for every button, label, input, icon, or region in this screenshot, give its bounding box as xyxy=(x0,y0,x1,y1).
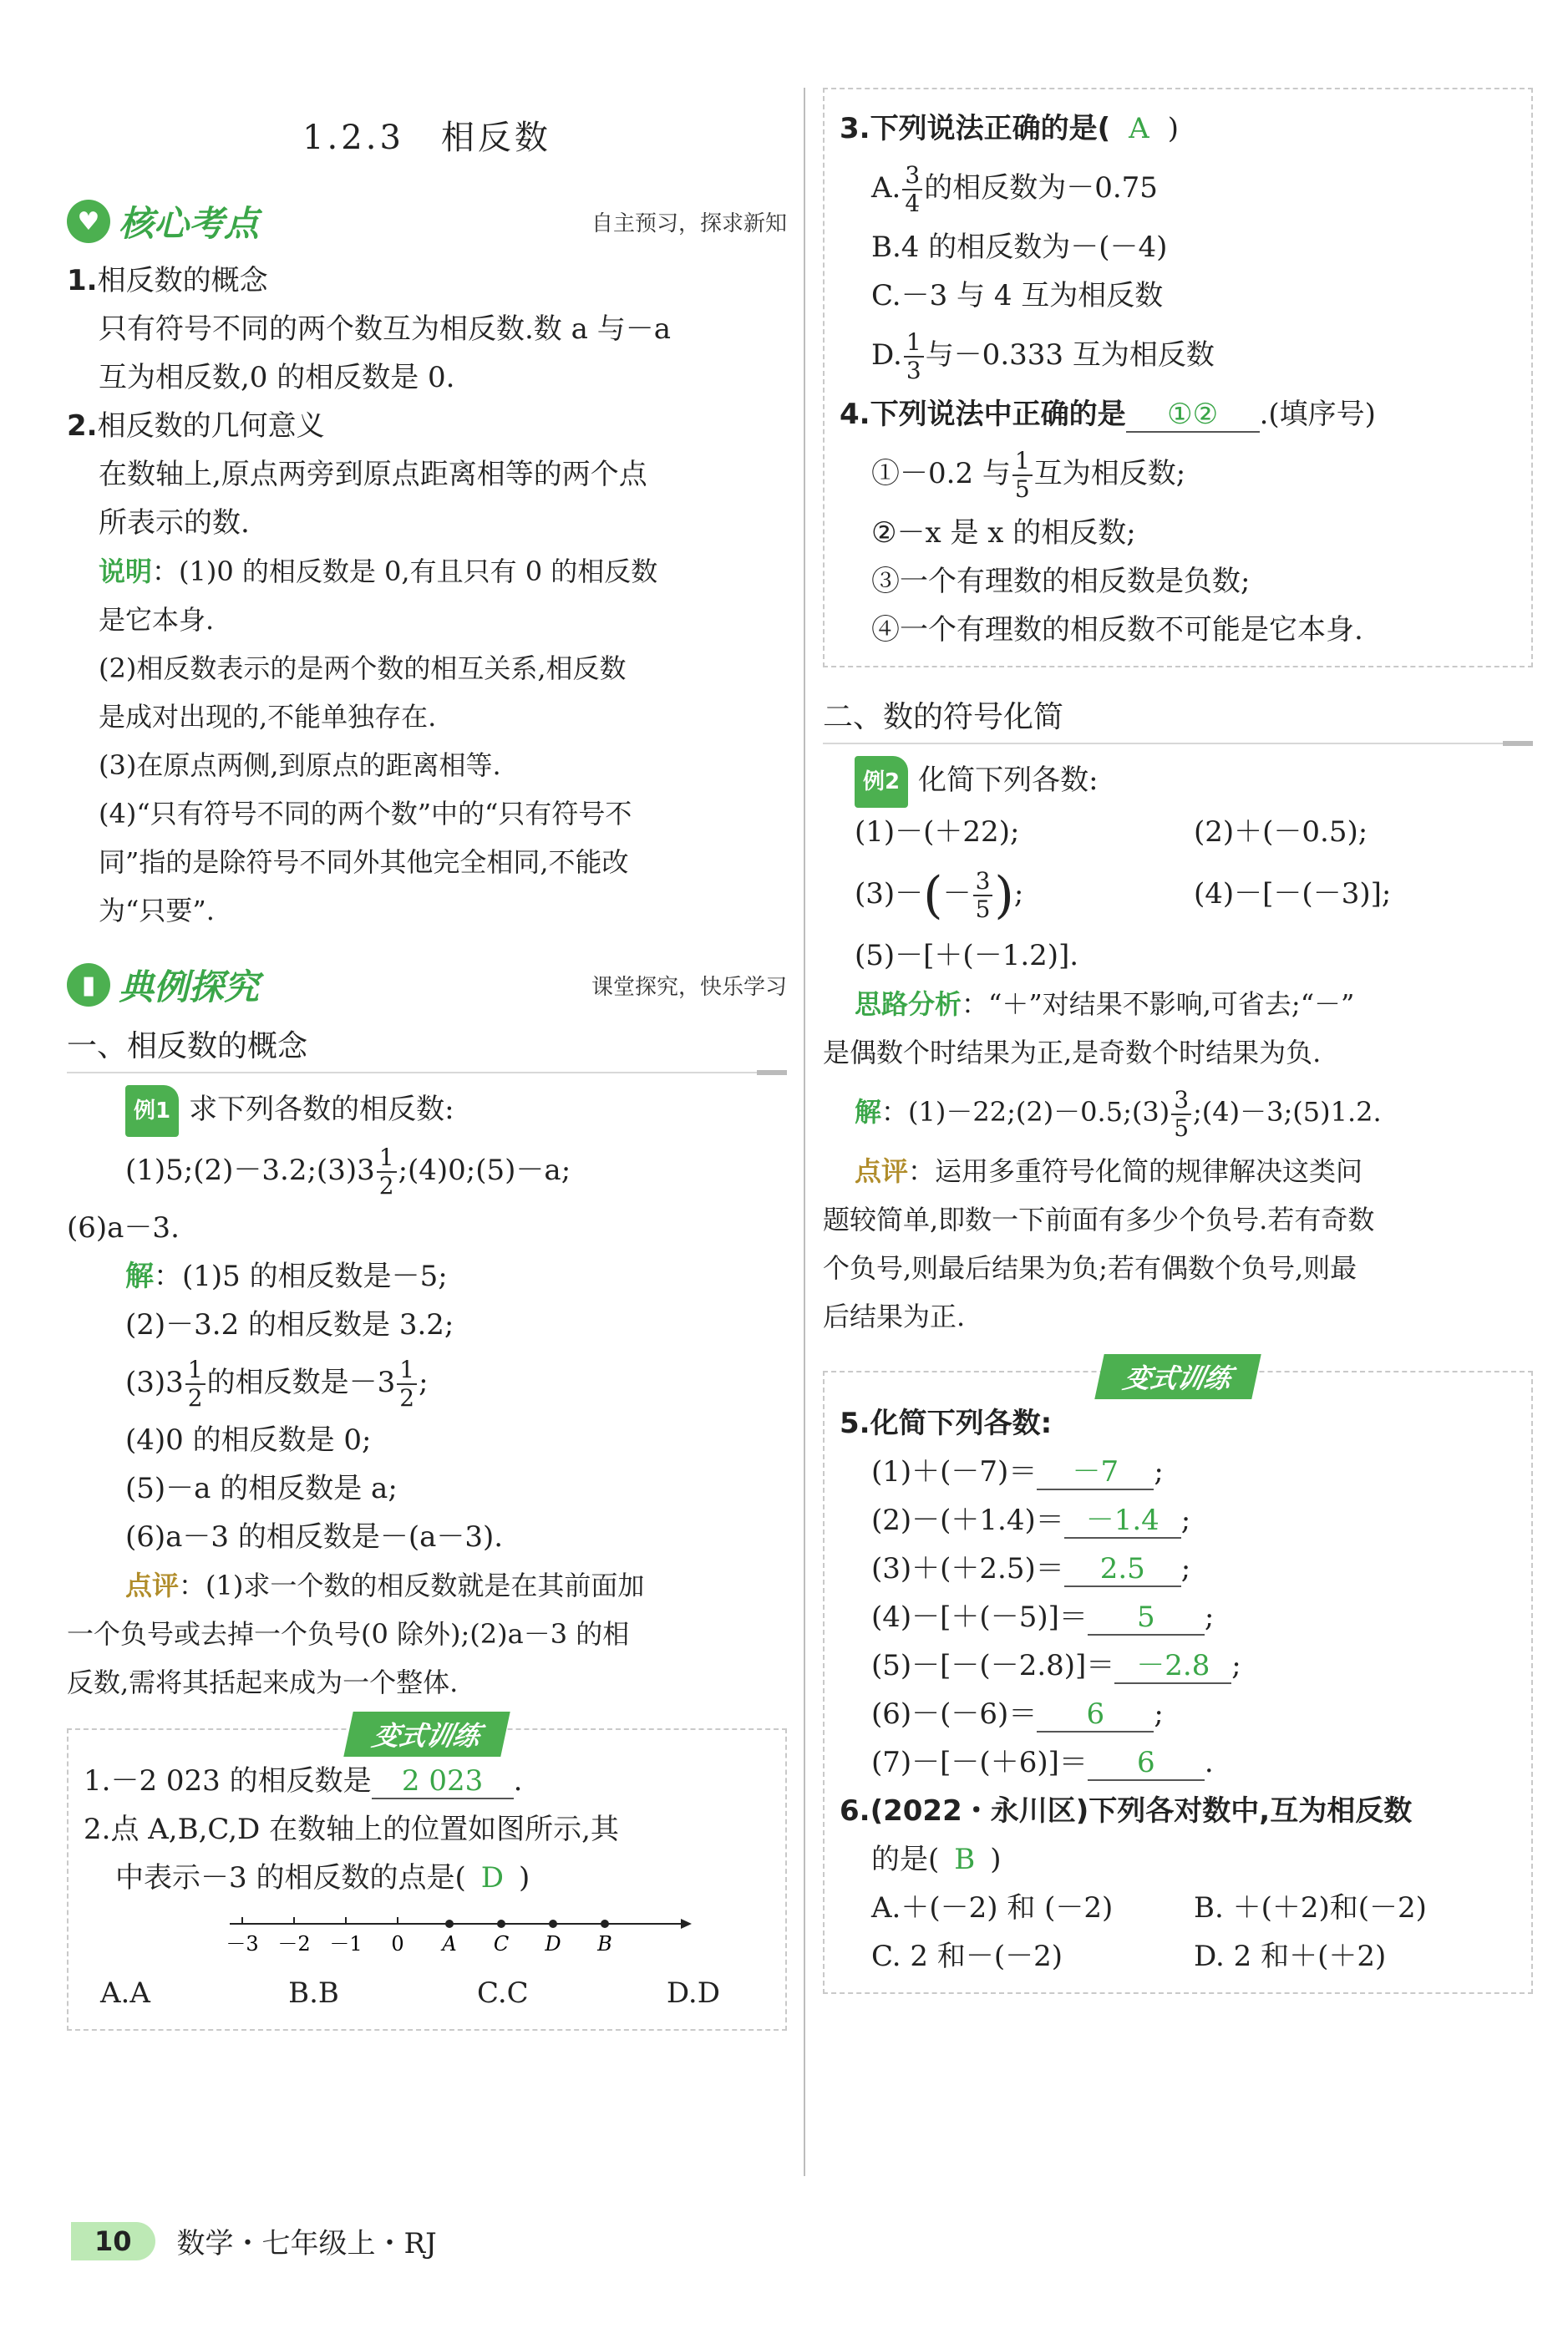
ex1-sol3a: (3)3 xyxy=(125,1366,184,1399)
ex2-rev4: 后结果为正. xyxy=(823,1301,966,1332)
note-line-7: 为“只要”. xyxy=(99,895,215,926)
practice-tag-2: 变式训练 xyxy=(1094,1354,1261,1399)
q3-optA-post: 的相反数为－0.75 xyxy=(924,171,1158,205)
ex2-sol-post: ;(4)－3;(5)1.2. xyxy=(1193,1096,1382,1128)
q5-end: ; xyxy=(1154,1455,1164,1489)
number-line-label: C xyxy=(493,1932,510,1956)
q5-expr: (4)－[＋(－5)]＝ xyxy=(871,1601,1088,1634)
q2-line2: 中表示－3 的相反数的点是( xyxy=(115,1861,466,1895)
q4-s4: ④一个有理数的相反数不可能是它本身. xyxy=(871,613,1363,647)
item1-num: 1. xyxy=(67,264,98,297)
item1-head: 相反数的概念 xyxy=(97,264,268,297)
item2-line2: 所表示的数. xyxy=(99,506,250,540)
q5-expr: (2)－(＋1.4)＝ xyxy=(871,1504,1064,1537)
note-line-1: 是它本身. xyxy=(99,604,215,636)
page-number: 10 xyxy=(71,2222,155,2260)
ex2-p3-rparen: ) xyxy=(994,866,1014,925)
ex2-rev3: 个负号,则最后结果为负;若有偶数个负号,则最 xyxy=(823,1252,1357,1284)
number-line-mark xyxy=(549,1920,557,1928)
q4-s2: ②－x 是 x 的相反数; xyxy=(871,516,1136,550)
q5-item xyxy=(840,1545,1516,1593)
q5-end: ; xyxy=(1231,1649,1241,1682)
example1-prompt: 求下列各数的相反数: xyxy=(189,1093,454,1126)
q2-option-a[interactable]: A.A xyxy=(100,1976,150,2010)
ex1-line1b: ;(4)0;(5)－a; xyxy=(398,1154,571,1187)
ex2-p3-post: ; xyxy=(1013,877,1024,911)
practice-tag-1: 变式训练 xyxy=(343,1712,510,1757)
q6-option-a[interactable]: A.＋(－2) 和 (－2) xyxy=(871,1891,1114,1925)
q5-list xyxy=(840,1448,1516,1787)
number-line-svg xyxy=(226,1907,693,1966)
q3-answer[interactable]: A xyxy=(1129,112,1149,145)
ex2-p1: (1)－(＋22); xyxy=(855,815,1020,849)
q2-option-b[interactable]: B.B xyxy=(288,1976,339,2010)
number-line xyxy=(226,1907,770,1969)
q3-end: ) xyxy=(1167,112,1179,145)
example2-prompt: 化简下列各数: xyxy=(918,764,1099,797)
item2-head: 相反数的几何意义 xyxy=(97,409,325,443)
ex2-analysis-label: 思路分析 xyxy=(855,988,962,1020)
ex2-p3-inner: － xyxy=(942,877,972,911)
right-column xyxy=(823,88,1533,1994)
q3-optD-pre: D. xyxy=(871,338,902,372)
ex1-line2: (6)a－3. xyxy=(67,1211,180,1245)
q4-s1-post: 互为相反数; xyxy=(1033,457,1186,490)
q5-answer-blank[interactable]: 6 xyxy=(1088,1746,1205,1781)
q6-line1: 6.(2022・永川区)下列各对数中,互为相反数 xyxy=(840,1794,1413,1828)
ex1-sol2: (2)－3.2 的相反数是 3.2; xyxy=(125,1308,454,1342)
q3-optD-frac: $\frac{1}{3}$ xyxy=(904,329,924,384)
ex1-review-label: 点评 xyxy=(125,1570,180,1601)
q5-end: ; xyxy=(1180,1552,1191,1585)
ex1-sol3-frac1: $\frac{1}{2}$ xyxy=(185,1357,206,1412)
q2-end: ) xyxy=(518,1861,530,1895)
q2-line1: 2.点 A,B,C,D 在数轴上的位置如图所示,其 xyxy=(84,1813,619,1846)
item2-line1: 在数轴上,原点两旁到原点距离相等的两个点 xyxy=(99,458,647,491)
q5-answer-blank[interactable]: －1.4 xyxy=(1064,1504,1181,1539)
q5-end: ; xyxy=(1154,1697,1164,1731)
number-line-label: A xyxy=(442,1932,457,1956)
ex1-sol5: (5)－a 的相反数是 a; xyxy=(125,1472,398,1505)
page-footer xyxy=(71,2220,437,2261)
note-line-2: (2)相反数表示的是两个数的相互关系,相反数 xyxy=(99,652,627,684)
practice-box-1 xyxy=(67,1720,787,2031)
q4-s1-pre: ①－0.2 与 xyxy=(871,457,1011,490)
ex2-solution-label: 解 xyxy=(855,1096,882,1128)
q2-option-c[interactable]: C.C xyxy=(477,1976,529,2010)
examples-banner xyxy=(67,960,787,1010)
note-line-3: 是成对出现的,不能单独存在. xyxy=(99,701,437,733)
q6-option-c[interactable]: C. 2 和－(－2) xyxy=(871,1940,1063,1973)
ex1-sol3-frac2: $\frac{1}{2}$ xyxy=(397,1357,417,1412)
q5-item xyxy=(840,1690,1516,1738)
core-banner xyxy=(67,196,787,246)
q6-end: ) xyxy=(990,1843,1002,1876)
ex2-rev1: ：运用多重符号化简的规律解决这类问 xyxy=(908,1155,1363,1187)
ex2-review-label: 点评 xyxy=(855,1155,909,1187)
q4-s3: ③一个有理数的相反数是负数; xyxy=(871,565,1251,598)
note-line-6: 同”指的是除符号不同外其他完全相同,不能改 xyxy=(99,846,629,878)
note-label: 说明 xyxy=(99,556,153,587)
q4-stem: 4.下列说法中正确的是 xyxy=(840,398,1126,431)
ex1-solution-label: 解 xyxy=(125,1260,154,1293)
q6-option-b[interactable]: B. ＋(＋2)和(－2) xyxy=(1194,1891,1427,1925)
column-divider xyxy=(804,88,805,2176)
number-line-mark xyxy=(497,1920,505,1928)
item1-line1: 只有符号不同的两个数互为相反数.数 a 与－a xyxy=(99,312,671,346)
ex1-rev2: 一个负号或去掉一个负号(0 除外);(2)a－3 的相 xyxy=(67,1618,630,1650)
q3-optD-post: 与－0.333 互为相反数 xyxy=(925,338,1215,372)
q5-end: ; xyxy=(1204,1601,1215,1634)
number-line-label: D xyxy=(545,1932,561,1956)
q6-line2: 的是( xyxy=(871,1843,940,1876)
q5-answer-blank[interactable]: 6 xyxy=(1037,1697,1154,1733)
section-heading-1: 一、相反数的概念 xyxy=(67,1022,787,1073)
ex2-p5: (5)－[＋(－1.2)]. xyxy=(855,939,1079,972)
q5-expr: (1)＋(－7)＝ xyxy=(871,1455,1038,1489)
q2-answer[interactable]: D xyxy=(480,1861,504,1895)
q5-answer-blank[interactable]: 2.5 xyxy=(1064,1552,1181,1587)
q5-answer-blank[interactable]: －2.8 xyxy=(1114,1649,1231,1684)
q1-end: . xyxy=(513,1764,523,1798)
q1-text: 1.－2 023 的相反数是 xyxy=(84,1764,372,1798)
ex2-sol-pre: ：(1)－22;(2)－0.5;(3) xyxy=(881,1096,1170,1128)
q5-expr: (7)－[－(＋6)]＝ xyxy=(871,1746,1088,1779)
examples-title: 典例探究 xyxy=(119,966,260,1007)
section-heading-2: 二、数的符号化简 xyxy=(823,693,1533,744)
chart-icon: ▮ xyxy=(67,963,110,1007)
q1-answer-blank[interactable]: 2 023 xyxy=(372,1764,514,1799)
core-subtitle: 自主预习，探求新知 xyxy=(591,211,787,236)
examples-subtitle: 课堂探究，快乐学习 xyxy=(591,974,787,1000)
core-title: 核心考点 xyxy=(119,203,260,244)
ex2-p4: (4)－[－(－3)]; xyxy=(1194,877,1392,911)
practice-box-2 xyxy=(823,1362,1533,1994)
q6-option-d[interactable]: D. 2 和＋(＋2) xyxy=(1194,1940,1387,1973)
q5-expr: (6)－(－6)＝ xyxy=(871,1697,1038,1731)
note-line-4: (3)在原点两侧,到原点的距离相等. xyxy=(99,749,501,781)
q5-answer-blank[interactable]: 5 xyxy=(1088,1601,1205,1636)
number-line-label: －1 xyxy=(329,1932,363,1956)
footer-text: 数学・七年级上・RJ xyxy=(176,2227,437,2260)
ex1-sol1: ：(1)5 的相反数是－5; xyxy=(154,1260,448,1293)
ex2-rev2: 题较简单,即数一下前面有多少个负号.若有奇数 xyxy=(823,1204,1375,1235)
q5-end: ; xyxy=(1180,1504,1191,1537)
ex1-rev1: ：(1)求一个数的相反数就是在其前面加 xyxy=(179,1570,645,1601)
q5-answer-blank[interactable]: －7 xyxy=(1037,1455,1154,1490)
example2-badge: 例2 xyxy=(855,756,908,808)
ex1-sol4: (4)0 的相反数是 0; xyxy=(125,1423,372,1457)
number-line-mark xyxy=(445,1920,454,1928)
ex1-fraction: $\frac{1}{2}$ xyxy=(377,1144,397,1200)
ex2-p3-frac: $\frac{3}{5}$ xyxy=(973,868,993,923)
number-line-label: －2 xyxy=(277,1932,311,1956)
q3-optB: B.4 的相反数为－(－4) xyxy=(871,231,1168,264)
note-line-0: ：(1)0 的相反数是 0,有且只有 0 的相反数 xyxy=(152,556,658,587)
q5-item xyxy=(840,1496,1516,1545)
q4-end: .(填序号) xyxy=(1259,398,1376,431)
q2-option-d[interactable]: D.D xyxy=(666,1976,720,2010)
ex1-sol3c: ; xyxy=(419,1366,429,1399)
ex1-sol6: (6)a－3 的相反数是－(a－3). xyxy=(125,1520,504,1554)
heart-icon: ♥ xyxy=(67,200,110,243)
ex2-sol-frac: $\frac{3}{5}$ xyxy=(1171,1087,1191,1142)
q5-item xyxy=(840,1448,1516,1496)
ex2-p3-pre: (3)－ xyxy=(855,877,924,911)
q5-expr: (3)＋(＋2.5)＝ xyxy=(871,1552,1064,1585)
q4-s1-frac: $\frac{1}{5}$ xyxy=(1012,448,1033,503)
page-title: 1.2.3 相反数 xyxy=(302,119,551,157)
ex1-line1a: (1)5;(2)－3.2;(3)3 xyxy=(125,1154,375,1187)
number-line-label: 0 xyxy=(391,1932,404,1956)
ex1-sol3b: 的相反数是－3 xyxy=(206,1366,396,1399)
q5-end: . xyxy=(1204,1746,1214,1779)
left-column xyxy=(67,88,787,2031)
q4-answer-blank[interactable]: ①② xyxy=(1126,398,1260,433)
q3-optA-pre: A. xyxy=(871,171,901,205)
ex2-an2: 是偶数个时结果为正,是奇数个时结果为负. xyxy=(823,1037,1322,1068)
q5-item xyxy=(840,1738,1516,1787)
q5-expr: (5)－[－(－2.8)]＝ xyxy=(871,1649,1115,1682)
item2-num: 2. xyxy=(67,409,98,443)
example1-badge: 例1 xyxy=(125,1085,179,1137)
q3-optA-frac: $\frac{3}{4}$ xyxy=(902,162,922,217)
number-line-mark xyxy=(601,1920,609,1928)
ex2-p2: (2)＋(－0.5); xyxy=(1194,815,1368,849)
q3-optC: C.－3 与 4 互为相反数 xyxy=(871,279,1164,312)
q6-answer[interactable]: B xyxy=(954,1843,976,1876)
note-line-5: (4)“只有符号不同的两个数”中的“只有符号不 xyxy=(99,798,632,830)
number-line-label: －3 xyxy=(226,1932,259,1956)
q5-item xyxy=(840,1641,1516,1690)
q5-item xyxy=(840,1593,1516,1641)
q3-stem: 3.下列说法正确的是( xyxy=(840,112,1111,145)
ex2-p3-lparen: ( xyxy=(923,866,943,925)
ex1-rev3: 反数,需将其括起来成为一个整体. xyxy=(67,1667,459,1698)
ex2-an1: ：“＋”对结果不影响,可省去;“－” xyxy=(962,988,1355,1020)
item1-line2: 互为相反数,0 的相反数是 0. xyxy=(99,361,455,394)
q5-stem: 5.化简下列各数: xyxy=(840,1407,1053,1440)
number-line-label: B xyxy=(597,1932,612,1956)
q3-q4-box xyxy=(823,88,1533,667)
